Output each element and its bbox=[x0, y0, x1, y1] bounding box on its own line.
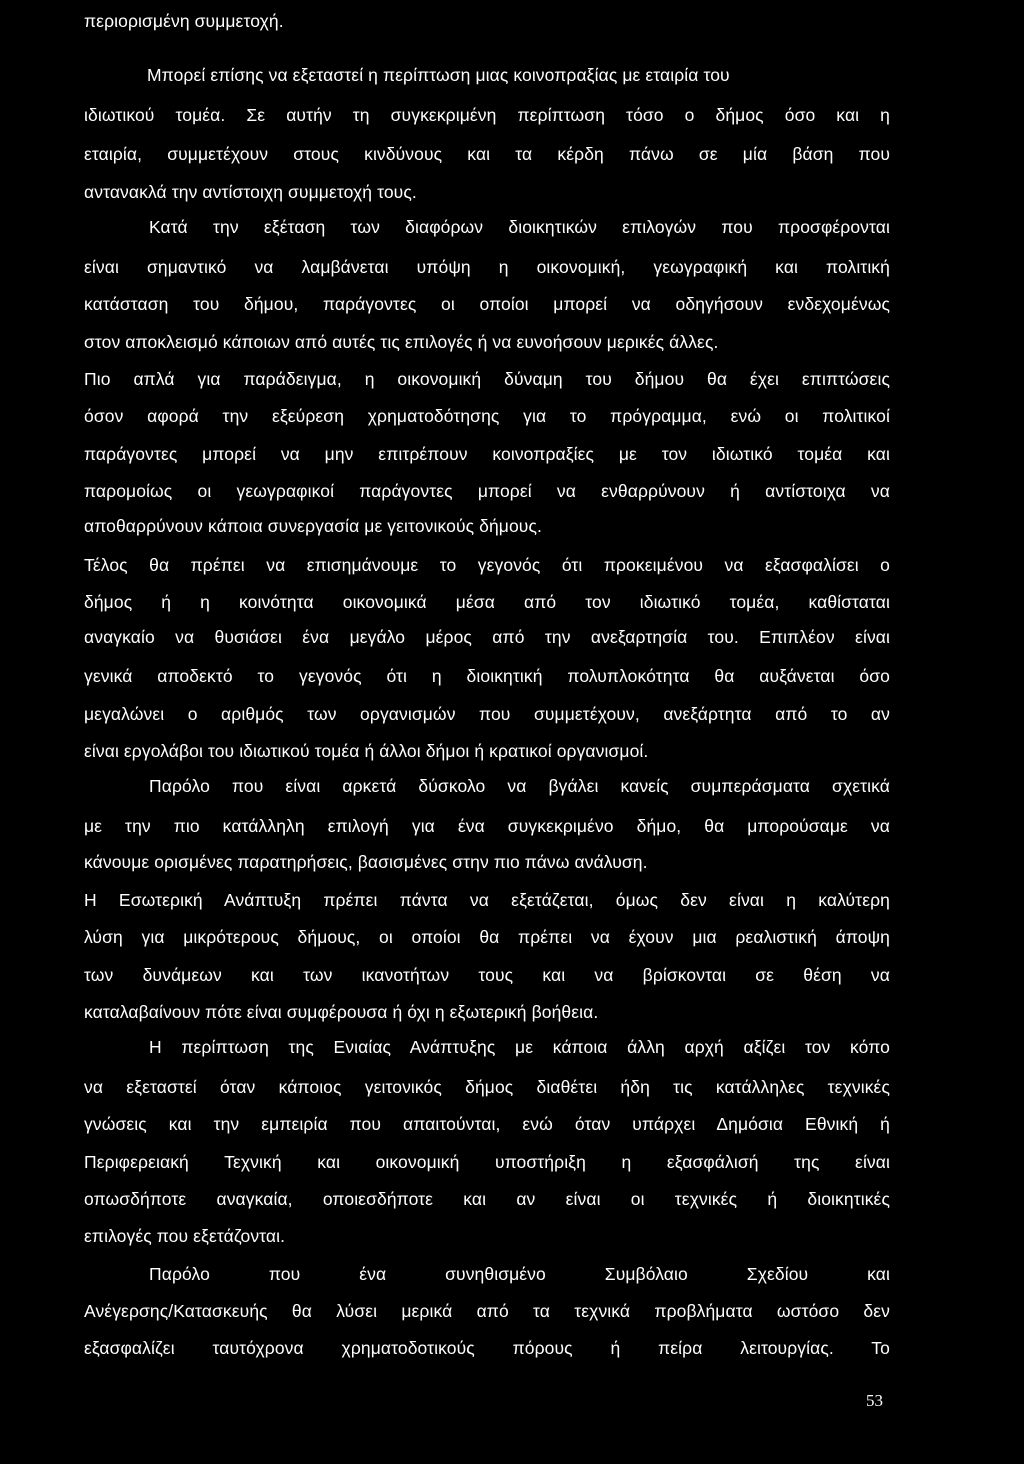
text-line: κατάσταση του δήμου, παράγοντες οι οποίοι μπορεί να οδηγήσουν ενδεχομένως bbox=[84, 294, 890, 314]
text-line: Τέλος θα πρέπει να επισημάνουμε το γεγονός ότι προκειμένου να εξασφαλίσει ο bbox=[84, 555, 890, 575]
text-line: καταλαβαίνουν πότε είναι συμφέρουσα ή όχι η εξωτερική βοήθεια. bbox=[84, 1002, 599, 1022]
text-line: Περιφερειακή Τεχνική και οικονομική υποστήριξη η εξασφάλισή της είναι bbox=[84, 1152, 890, 1172]
text-line: στον αποκλεισμό κάποιων από αυτές τις επιλογές ή να ευνοήσουν μερικές άλλες. bbox=[84, 332, 719, 352]
text-line: επιλογές που εξετάζονται. bbox=[84, 1226, 286, 1246]
text-line: οπωσδήποτε αναγκαία, οποιεσδήποτε και αν είναι οι τεχνικές ή διοικητικές bbox=[84, 1189, 890, 1209]
text-line: Παρόλο που είναι αρκετά δύσκολο να βγάλει κανείς συμπεράσματα σχετικά bbox=[149, 776, 890, 796]
text-line: παράγοντες μπορεί να μην επιτρέπουν κοινοπραξίες με τον ιδιωτικό τομέα και bbox=[84, 444, 890, 464]
text-line: παρομοίως οι γεωγραφικοί παράγοντες μπορεί να ενθαρρύνουν ή αντίστοιχα να bbox=[84, 481, 890, 501]
text-line: αναγκαίο να θυσιάσει ένα μεγάλο μέρος από την ανεξαρτησία του. Επιπλέον είναι bbox=[84, 627, 890, 647]
text-line: περιορισμένη συμμετοχή. bbox=[84, 11, 284, 31]
text-line: όσον αφορά την εξεύρεση χρηματοδότησης για το πρόγραμμα, ενώ οι πολιτικοί bbox=[84, 406, 890, 426]
text-line: με την πιο κατάλληλη επιλογή για ένα συγκεκριμένο δήμο, θα μπορούσαμε να bbox=[84, 816, 890, 836]
text-line: λύση για μικρότερους δήμους, οι οποίοι θα πρέπει να έχουν μια ρεαλιστική άποψη bbox=[84, 927, 890, 947]
text-line: Η Εσωτερική Ανάπτυξη πρέπει πάντα να εξετάζεται, όμως δεν είναι η καλύτερη bbox=[84, 890, 890, 910]
text-line: εταιρία, συμμετέχουν στους κινδύνους και τα κέρδη πάνω σε μία βάση που bbox=[84, 144, 890, 164]
text-line: αντανακλά την αντίστοιχη συμμετοχή τους. bbox=[84, 182, 417, 202]
text-line: κάνουμε ορισμένες παρατηρήσεις, βασισμένες στην πιο πάνω ανάλυση. bbox=[84, 852, 648, 872]
text-line: μεγαλώνει ο αριθμός των οργανισμών που συμμετέχουν, ανεξάρτητα από το αν bbox=[84, 704, 890, 724]
page-number: 53 bbox=[866, 1391, 883, 1410]
text-line: είναι εργολάβοι του ιδιωτικού τομέα ή άλλοι δήμοι ή κρατικοί οργανισμοί. bbox=[84, 741, 649, 761]
text-line: ιδιωτικού τομέα. Σε αυτήν τη συγκεκριμένη περίπτωση τόσο ο δήμος όσο και η bbox=[84, 105, 890, 125]
text-line: εξασφαλίζει ταυτόχρονα χρηματοδοτικούς πόρους ή πείρα λειτουργίας. Το bbox=[84, 1338, 890, 1358]
text-line: Ανέγερσης/Κατασκευής θα λύσει μερικά από τα τεχνικά προβλήματα ωστόσο δεν bbox=[84, 1301, 890, 1321]
text-line: δήμος ή η κοινότητα οικονομικά μέσα από τον ιδιωτικό τομέα, καθίσταται bbox=[84, 592, 890, 612]
text-line: αποθαρρύνουν κάποια συνεργασία με γειτονικούς δήμους. bbox=[84, 516, 542, 536]
text-line: Παρόλο που ένα συνηθισμένο Συμβόλαιο Σχεδίου και bbox=[149, 1264, 890, 1284]
text-line: Κατά την εξέταση των διαφόρων διοικητικών επιλογών που προσφέρονται bbox=[149, 217, 890, 237]
text-line: γενικά αποδεκτό το γεγονός ότι η διοικητική πολυπλοκότητα θα αυξάνεται όσο bbox=[84, 666, 890, 686]
text-line: Μπορεί επίσης να εξεταστεί η περίπτωση μιας κοινοπραξίας με εταιρία του bbox=[147, 65, 730, 85]
text-line: να εξεταστεί όταν κάποιος γειτονικός δήμος διαθέτει ήδη τις κατάλληλες τεχνικές bbox=[84, 1077, 890, 1097]
text-line: γνώσεις και την εμπειρία που απαιτούνται, ενώ όταν υπάρχει Δημόσια Εθνική ή bbox=[84, 1114, 890, 1134]
text-line: Η περίπτωση της Ενιαίας Ανάπτυξης με κάποια άλλη αρχή αξίζει τον κόπο bbox=[149, 1037, 890, 1057]
text-line: των δυνάμεων και των ικανοτήτων τους και να βρίσκονται σε θέση να bbox=[84, 965, 890, 985]
text-line: Πιο απλά για παράδειγμα, η οικονομική δύναμη του δήμου θα έχει επιπτώσεις bbox=[84, 369, 890, 389]
text-line: είναι σημαντικό να λαμβάνεται υπόψη η οικονομική, γεωγραφική και πολιτική bbox=[84, 257, 890, 277]
